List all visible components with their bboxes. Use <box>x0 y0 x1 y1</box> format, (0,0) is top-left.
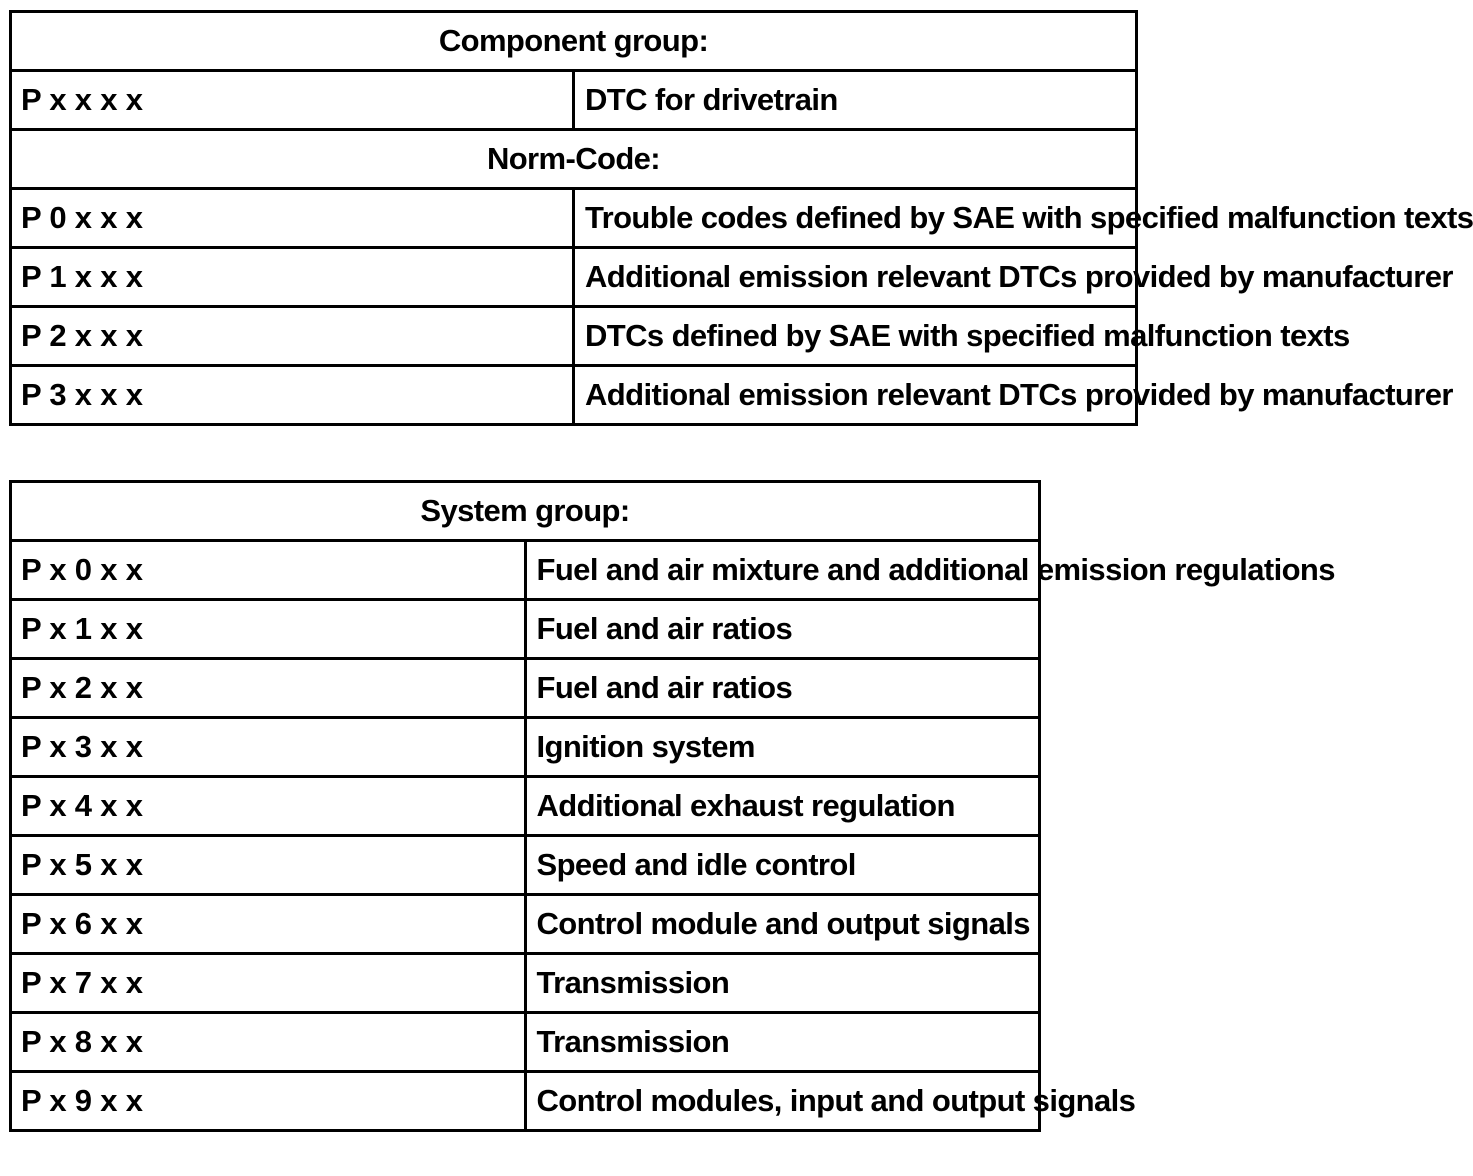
dtc-code-cell: P x 1 x x <box>11 600 526 659</box>
dtc-code-cell: P 3 x x x <box>11 366 574 425</box>
dtc-description-cell: Additional emission relevant DTCs provided by manufacturer <box>574 366 1137 425</box>
table-row <box>11 71 1137 130</box>
dtc-code-cell: P x 4 x x <box>11 777 526 836</box>
table-row <box>11 659 1040 718</box>
dtc-code-cell: P 0 x x x <box>11 189 574 248</box>
table-row <box>11 1013 1040 1072</box>
table-header-row <box>11 130 1137 189</box>
dtc-code-cell: P x x x x <box>11 71 574 130</box>
dtc-code-cell: P x 5 x x <box>11 836 526 895</box>
table-row <box>11 777 1040 836</box>
norm-code-header: Norm-Code: <box>11 130 1137 189</box>
dtc-description-cell: Fuel and air ratios <box>525 600 1040 659</box>
dtc-description-cell: DTCs defined by SAE with specified malfunction texts <box>574 307 1137 366</box>
dtc-description-cell: Additional emission relevant DTCs provided by manufacturer <box>574 248 1137 307</box>
dtc-description-cell: Transmission <box>525 954 1040 1013</box>
dtc-description-cell: Fuel and air ratios <box>525 659 1040 718</box>
table-row <box>11 307 1137 366</box>
system-group-table <box>9 480 1335 1132</box>
dtc-description-cell: Additional exhaust regulation <box>525 777 1040 836</box>
component-group-table <box>9 10 1473 426</box>
dtc-code-cell: P x 0 x x <box>11 541 526 600</box>
dtc-code-cell: P 2 x x x <box>11 307 574 366</box>
dtc-code-cell: P x 8 x x <box>11 1013 526 1072</box>
dtc-code-cell: P 1 x x x <box>11 248 574 307</box>
dtc-description-cell: Control module and output signals <box>525 895 1040 954</box>
dtc-code-cell: P x 7 x x <box>11 954 526 1013</box>
table-row <box>11 836 1040 895</box>
dtc-description-cell: Ignition system <box>525 718 1040 777</box>
table-row <box>11 541 1040 600</box>
table-header-row <box>11 12 1137 71</box>
dtc-description-cell: DTC for drivetrain <box>574 71 1137 130</box>
component-group-header: Component group: <box>11 12 1137 71</box>
table-row <box>11 954 1040 1013</box>
dtc-code-cell: P x 6 x x <box>11 895 526 954</box>
table-row <box>11 366 1137 425</box>
dtc-code-cell: P x 3 x x <box>11 718 526 777</box>
dtc-description-cell: Fuel and air mixture and additional emission regulations <box>525 541 1040 600</box>
dtc-description-cell: Control modules, input and output signals <box>525 1072 1040 1131</box>
table-row <box>11 600 1040 659</box>
dtc-description-cell: Trouble codes defined by SAE with specified malfunction texts <box>574 189 1137 248</box>
table-row <box>11 248 1137 307</box>
system-group-header: System group: <box>11 482 1040 541</box>
dtc-description-cell: Speed and idle control <box>525 836 1040 895</box>
dtc-code-cell: P x 2 x x <box>11 659 526 718</box>
table-row <box>11 189 1137 248</box>
table-row <box>11 718 1040 777</box>
table-row <box>11 895 1040 954</box>
dtc-code-cell: P x 9 x x <box>11 1072 526 1131</box>
dtc-description-cell: Transmission <box>525 1013 1040 1072</box>
table-header-row <box>11 482 1040 541</box>
table-row <box>11 1072 1040 1131</box>
